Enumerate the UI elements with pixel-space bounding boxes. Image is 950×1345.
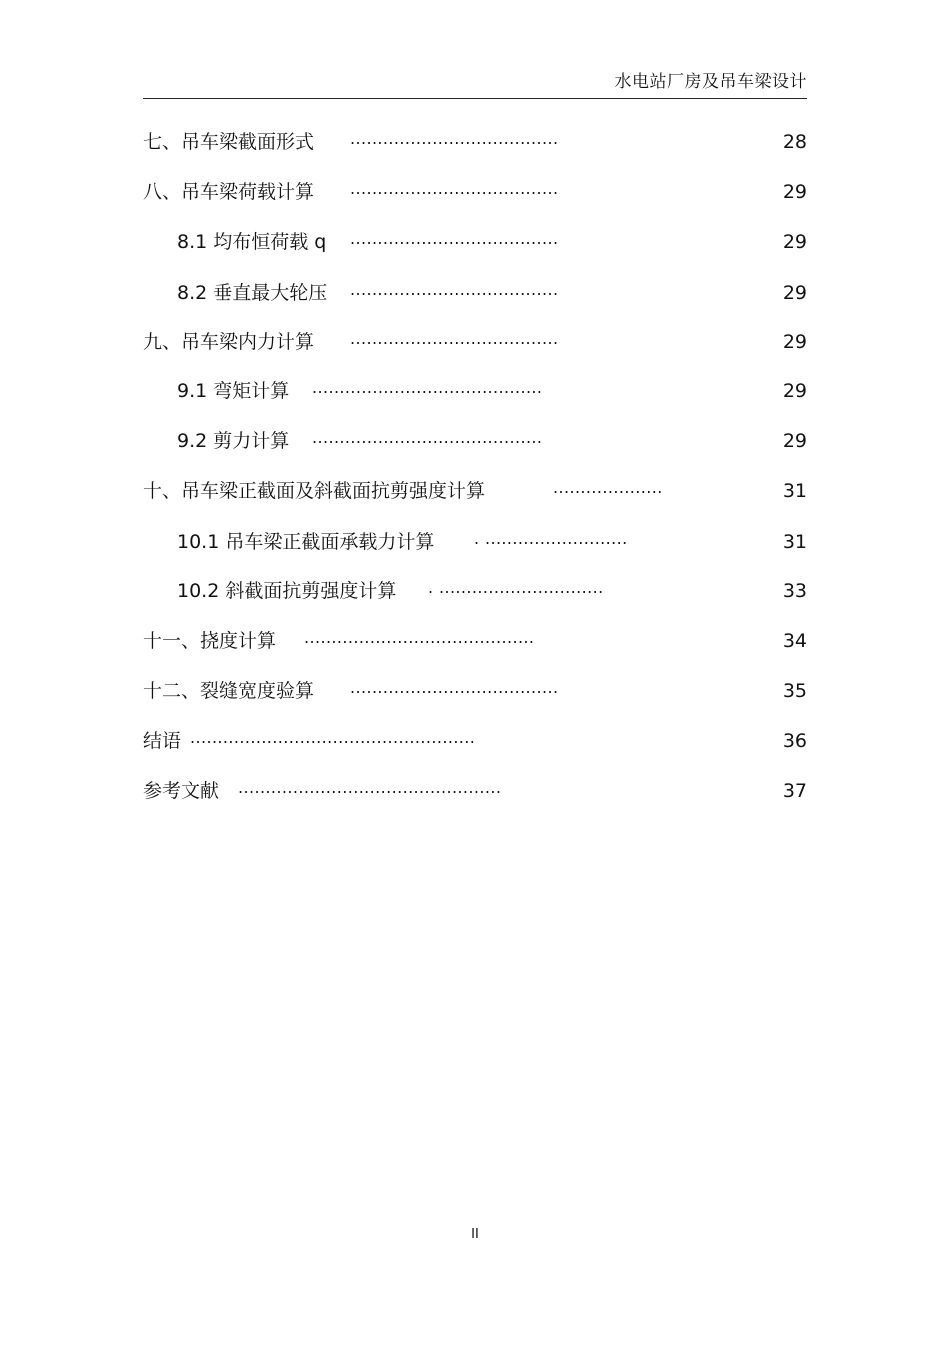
toc-entry-leader: .......................................... xyxy=(304,628,535,647)
toc-entry-page: 29 xyxy=(782,430,807,452)
toc-entry-leader: ...................................... xyxy=(350,329,559,348)
toc-entry[interactable] xyxy=(143,278,807,308)
toc-entry[interactable] xyxy=(143,376,807,406)
toc-entry-label: 九、吊车梁内力计算 xyxy=(143,331,315,353)
toc-entry-leader: .......................................... xyxy=(312,378,543,397)
toc-entry[interactable] xyxy=(143,476,807,506)
toc-entry-leader: .......................................... xyxy=(312,428,543,447)
toc-entry-page: 31 xyxy=(782,480,807,502)
toc-entry-page: 29 xyxy=(782,282,807,304)
toc-entry-page: 29 xyxy=(782,331,807,353)
toc-entry[interactable] xyxy=(143,676,807,706)
toc-entry-label: 八、吊车梁荷载计算 xyxy=(143,181,315,203)
toc-entry-page: 35 xyxy=(782,680,807,702)
toc-entry-page: 37 xyxy=(782,780,807,802)
toc-entry[interactable] xyxy=(143,127,807,157)
toc-entry-label: 10.2 斜截面抗剪强度计算 xyxy=(177,580,397,602)
toc-entry-page: 29 xyxy=(782,380,807,402)
page-footer xyxy=(0,1226,950,1244)
toc-entry[interactable] xyxy=(143,527,807,557)
toc-entry-page: 36 xyxy=(782,730,807,752)
toc-entry-label: 十二、裂缝宽度验算 xyxy=(143,680,315,702)
toc-entry-page: 29 xyxy=(782,231,807,253)
toc-entry-label: 七、吊车梁截面形式 xyxy=(143,131,315,153)
toc-entry[interactable] xyxy=(143,626,807,656)
toc-entry-page: 33 xyxy=(782,580,807,602)
toc-entry[interactable] xyxy=(143,426,807,456)
toc-entry-page: 29 xyxy=(782,181,807,203)
toc-entry-leader: ................................................ xyxy=(238,778,502,797)
toc-entry-leader: ...................................... xyxy=(350,678,559,697)
toc-entry-label: 9.2 剪力计算 xyxy=(177,430,290,452)
toc-entry-page: 31 xyxy=(782,531,807,553)
toc-entry-leader: .................................................... xyxy=(190,728,476,747)
toc-entry-label: 十一、挠度计算 xyxy=(143,630,277,652)
toc-entry[interactable] xyxy=(143,227,807,257)
toc-entry-leader: ...................................... xyxy=(350,229,559,248)
page-number: II xyxy=(471,1227,479,1242)
toc-entry[interactable] xyxy=(143,576,807,606)
toc-entry[interactable] xyxy=(143,177,807,207)
toc-entry-leader: ...................................... xyxy=(350,280,559,299)
toc-entry-leader: . .............................. xyxy=(428,578,604,597)
toc-entry-page: 28 xyxy=(782,131,807,153)
toc-entry-label: 8.1 均布恒荷载 q xyxy=(177,231,327,253)
toc-entry[interactable] xyxy=(143,327,807,357)
page-header xyxy=(143,70,807,99)
toc-entry-leader: ...................................... xyxy=(350,179,559,198)
toc-entry-leader: .................... xyxy=(553,478,663,497)
toc-entry[interactable] xyxy=(143,726,807,756)
toc-entry-page: 34 xyxy=(782,630,807,652)
toc-entry-label: 9.1 弯矩计算 xyxy=(177,380,290,402)
toc-entry[interactable] xyxy=(143,776,807,806)
toc-entry-label: 10.1 吊车梁正截面承载力计算 xyxy=(177,531,435,553)
toc-entry-label: 结语 xyxy=(143,730,182,752)
toc-entry-label: 8.2 垂直最大轮压 xyxy=(177,282,328,304)
toc-entry-leader: . .......................... xyxy=(474,529,628,548)
document-title: 水电站厂房及吊车梁设计 xyxy=(614,72,807,92)
toc-entry-label: 参考文献 xyxy=(143,780,220,802)
toc-entry-label: 十、吊车梁正截面及斜截面抗剪强度计算 xyxy=(143,480,486,502)
toc-entry-leader: ...................................... xyxy=(350,129,559,148)
